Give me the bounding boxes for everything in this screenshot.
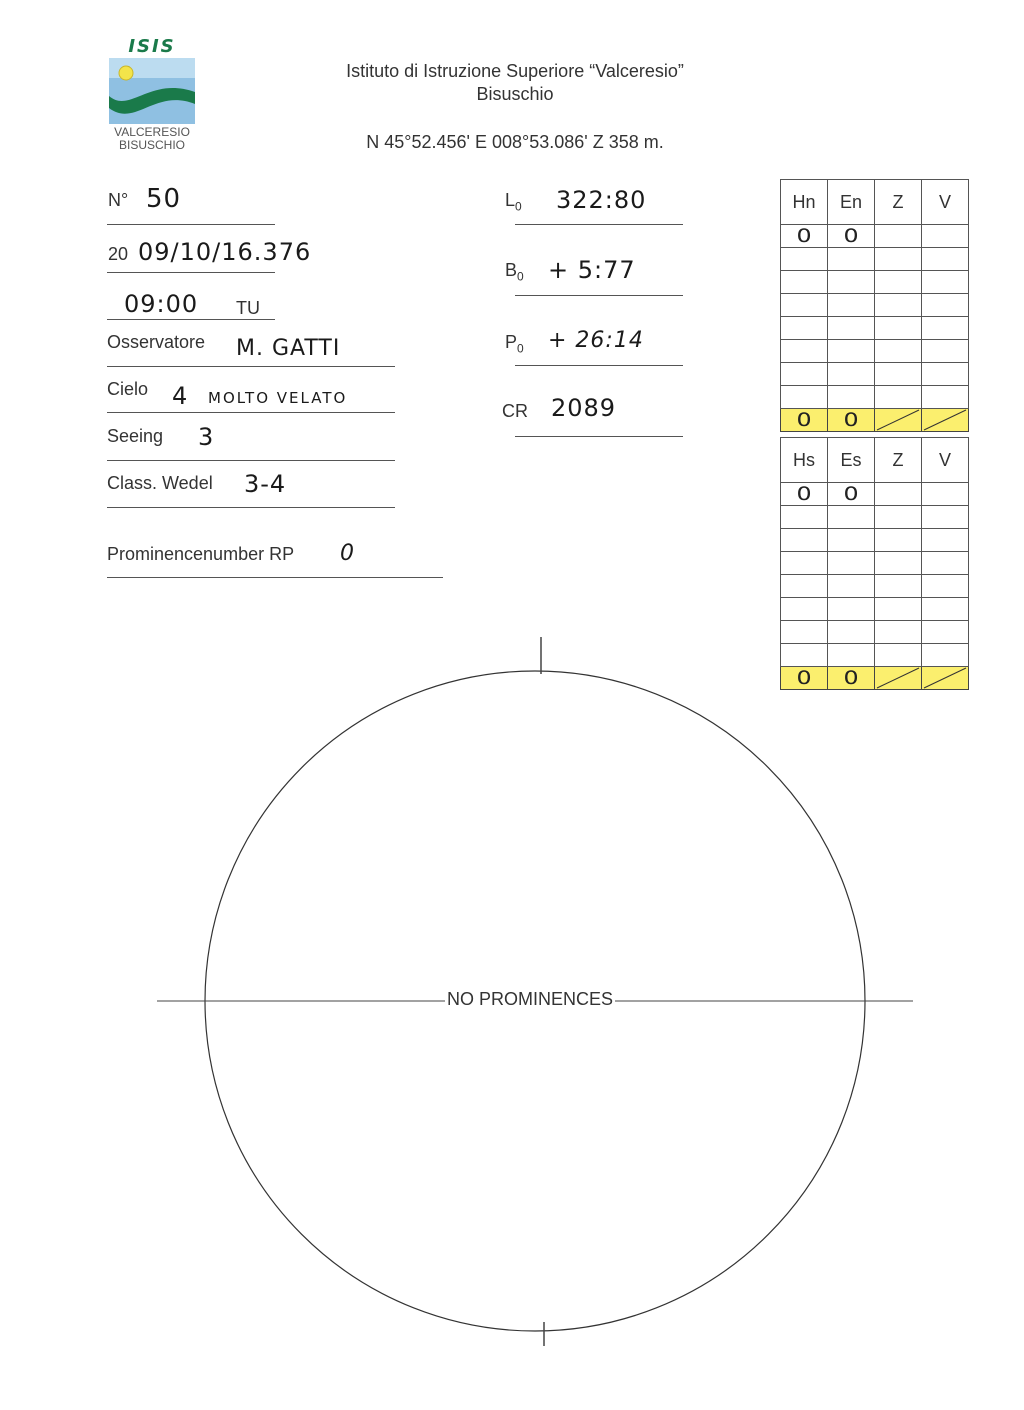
observer-label: Osservatore (107, 332, 206, 352)
header-z: Z (875, 438, 922, 483)
header-v: V (922, 180, 969, 225)
svg-text:BISUSCHIO: BISUSCHIO (118, 138, 186, 152)
carrington-rotation: 2089 (551, 394, 617, 422)
total-cell: 0 (781, 409, 828, 432)
wedel-label: Class. Wedel (107, 473, 213, 493)
seeing-label: Seeing (107, 426, 164, 446)
header-z: Z (875, 180, 922, 225)
total-cell: 0 (828, 667, 875, 690)
header-hn: Hn (781, 180, 828, 225)
wedel-value: 3-4 (244, 470, 287, 498)
header-en: En (828, 180, 875, 225)
year-prefix: 20 (108, 244, 129, 264)
observer-name: M. GATTI (236, 336, 341, 361)
no-prominences-annotation: NO PROMINENCES (447, 989, 614, 1009)
institute-name: Istituto di Istruzione Superiore “Valceresio” (346, 61, 684, 81)
table-cell: 0 (828, 483, 875, 506)
sky-value: 4 (172, 382, 189, 410)
prominence-number-value: 0 (340, 541, 355, 566)
number-label: N° (108, 190, 129, 210)
observation-date: 09/10/16.376 (138, 238, 312, 266)
observation-number: 50 (146, 184, 182, 214)
b0-value: + 5:77 (548, 256, 636, 284)
b0-label: $B_0$ (505, 260, 524, 284)
svg-text:VALCERESIO: VALCERESIO (114, 125, 190, 139)
header-v: V (922, 438, 969, 483)
table-cell: 0 (781, 483, 828, 506)
table-cell: 0 (781, 225, 828, 248)
svg-text:ISIS: ISIS (128, 36, 176, 57)
p0-value: + 26:14 (548, 328, 644, 353)
p0-label: $P_0$ (505, 332, 524, 356)
time-unit: TU (236, 298, 260, 318)
header-es: Es (828, 438, 875, 483)
sky-description: MOLTO VELATO (208, 389, 348, 407)
l0-value: 322:80 (556, 186, 647, 214)
observatory-coordinates: N 45°52.456' E 008°53.086' Z 358 m. (366, 132, 664, 152)
l0-label: $L_0$ (505, 190, 522, 214)
prominence-number-label: Prominencenumber RP (107, 544, 295, 564)
table-cell: 0 (828, 225, 875, 248)
cr-label: CR (502, 401, 528, 421)
institute-town: Bisuschio (476, 84, 554, 104)
seeing-value: 3 (198, 423, 215, 451)
total-cell: 0 (828, 409, 875, 432)
sky-label: Cielo (107, 379, 149, 399)
total-cell: 0 (781, 667, 828, 690)
observation-time: 09:00 (124, 290, 199, 318)
header-hs: Hs (781, 438, 828, 483)
